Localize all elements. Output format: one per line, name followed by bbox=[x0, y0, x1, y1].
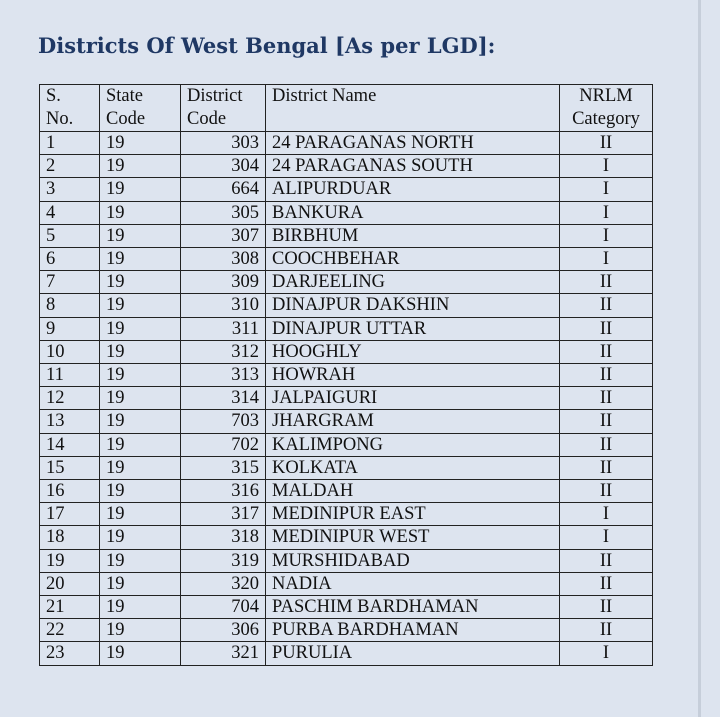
cell-nrlm-category: II bbox=[560, 132, 653, 155]
cell-sno: 8 bbox=[40, 294, 100, 317]
table-header-row bbox=[40, 85, 653, 132]
cell-nrlm-category: II bbox=[560, 340, 653, 363]
cell-nrlm-category: II bbox=[560, 317, 653, 340]
table-row bbox=[40, 526, 653, 549]
table-row bbox=[40, 178, 653, 201]
table-row bbox=[40, 317, 653, 340]
table-row bbox=[40, 248, 653, 271]
cell-nrlm-category: I bbox=[560, 526, 653, 549]
cell-district-name: MEDINIPUR EAST bbox=[266, 503, 560, 526]
header-nrlm-category: NRLM Category bbox=[560, 85, 653, 132]
cell-state-code: 19 bbox=[100, 387, 181, 410]
cell-district-name: KALIMPONG bbox=[266, 433, 560, 456]
cell-district-code: 303 bbox=[181, 132, 266, 155]
cell-nrlm-category: II bbox=[560, 456, 653, 479]
table-row bbox=[40, 572, 653, 595]
cell-state-code: 19 bbox=[100, 294, 181, 317]
cell-district-name: JALPAIGURI bbox=[266, 387, 560, 410]
cell-district-code: 664 bbox=[181, 178, 266, 201]
cell-district-name: NADIA bbox=[266, 572, 560, 595]
cell-district-name: HOOGHLY bbox=[266, 340, 560, 363]
cell-sno: 22 bbox=[40, 619, 100, 642]
cell-district-code: 306 bbox=[181, 619, 266, 642]
cell-district-code: 319 bbox=[181, 549, 266, 572]
cell-nrlm-category: II bbox=[560, 294, 653, 317]
cell-district-name: PURULIA bbox=[266, 642, 560, 665]
cell-district-code: 320 bbox=[181, 572, 266, 595]
cell-state-code: 19 bbox=[100, 480, 181, 503]
cell-sno: 7 bbox=[40, 271, 100, 294]
cell-state-code: 19 bbox=[100, 155, 181, 178]
table-row bbox=[40, 340, 653, 363]
cell-district-code: 313 bbox=[181, 364, 266, 387]
cell-district-name: PASCHIM BARDHAMAN bbox=[266, 596, 560, 619]
cell-sno: 12 bbox=[40, 387, 100, 410]
cell-district-name: DINAJPUR UTTAR bbox=[266, 317, 560, 340]
districts-table bbox=[39, 84, 653, 666]
cell-nrlm-category: II bbox=[560, 433, 653, 456]
cell-nrlm-category: II bbox=[560, 387, 653, 410]
cell-district-name: JHARGRAM bbox=[266, 410, 560, 433]
cell-state-code: 19 bbox=[100, 271, 181, 294]
cell-district-name: 24 PARAGANAS SOUTH bbox=[266, 155, 560, 178]
cell-state-code: 19 bbox=[100, 178, 181, 201]
cell-district-code: 307 bbox=[181, 224, 266, 247]
cell-district-name: BIRBHUM bbox=[266, 224, 560, 247]
cell-sno: 18 bbox=[40, 526, 100, 549]
table-row bbox=[40, 456, 653, 479]
cell-district-name: MEDINIPUR WEST bbox=[266, 526, 560, 549]
cell-district-name: DARJEELING bbox=[266, 271, 560, 294]
cell-sno: 10 bbox=[40, 340, 100, 363]
header-sno: S. No. bbox=[40, 85, 100, 132]
cell-sno: 15 bbox=[40, 456, 100, 479]
table-row bbox=[40, 410, 653, 433]
cell-nrlm-category: I bbox=[560, 503, 653, 526]
cell-sno: 9 bbox=[40, 317, 100, 340]
cell-district-code: 314 bbox=[181, 387, 266, 410]
cell-district-code: 309 bbox=[181, 271, 266, 294]
cell-state-code: 19 bbox=[100, 596, 181, 619]
cell-district-code: 317 bbox=[181, 503, 266, 526]
table-row bbox=[40, 596, 653, 619]
cell-district-code: 321 bbox=[181, 642, 266, 665]
cell-district-name: 24 PARAGANAS NORTH bbox=[266, 132, 560, 155]
cell-state-code: 19 bbox=[100, 340, 181, 363]
cell-district-code: 318 bbox=[181, 526, 266, 549]
cell-nrlm-category: I bbox=[560, 201, 653, 224]
cell-sno: 14 bbox=[40, 433, 100, 456]
table-row bbox=[40, 480, 653, 503]
cell-district-name: MURSHIDABAD bbox=[266, 549, 560, 572]
cell-sno: 5 bbox=[40, 224, 100, 247]
cell-state-code: 19 bbox=[100, 248, 181, 271]
cell-sno: 3 bbox=[40, 178, 100, 201]
cell-district-name: BANKURA bbox=[266, 201, 560, 224]
cell-sno: 23 bbox=[40, 642, 100, 665]
cell-state-code: 19 bbox=[100, 549, 181, 572]
cell-district-code: 315 bbox=[181, 456, 266, 479]
cell-nrlm-category: I bbox=[560, 248, 653, 271]
cell-nrlm-category: II bbox=[560, 549, 653, 572]
cell-district-code: 704 bbox=[181, 596, 266, 619]
cell-sno: 17 bbox=[40, 503, 100, 526]
cell-nrlm-category: I bbox=[560, 224, 653, 247]
table-row bbox=[40, 433, 653, 456]
cell-state-code: 19 bbox=[100, 503, 181, 526]
cell-nrlm-category: II bbox=[560, 572, 653, 595]
table-row bbox=[40, 271, 653, 294]
cell-nrlm-category: I bbox=[560, 642, 653, 665]
cell-district-name: HOWRAH bbox=[266, 364, 560, 387]
cell-nrlm-category: I bbox=[560, 155, 653, 178]
cell-district-code: 304 bbox=[181, 155, 266, 178]
table-row bbox=[40, 294, 653, 317]
cell-state-code: 19 bbox=[100, 572, 181, 595]
table-row bbox=[40, 132, 653, 155]
cell-state-code: 19 bbox=[100, 433, 181, 456]
cell-district-name: KOLKATA bbox=[266, 456, 560, 479]
page-title: Districts Of West Bengal [As per LGD]: bbox=[38, 33, 496, 58]
cell-sno: 1 bbox=[40, 132, 100, 155]
cell-district-name: MALDAH bbox=[266, 480, 560, 503]
cell-state-code: 19 bbox=[100, 642, 181, 665]
cell-nrlm-category: II bbox=[560, 596, 653, 619]
cell-sno: 21 bbox=[40, 596, 100, 619]
cell-district-code: 703 bbox=[181, 410, 266, 433]
header-district-code: District Code bbox=[181, 85, 266, 132]
table-row bbox=[40, 619, 653, 642]
cell-state-code: 19 bbox=[100, 410, 181, 433]
table-row bbox=[40, 364, 653, 387]
cell-state-code: 19 bbox=[100, 317, 181, 340]
cell-sno: 16 bbox=[40, 480, 100, 503]
cell-nrlm-category: II bbox=[560, 480, 653, 503]
cell-nrlm-category: II bbox=[560, 364, 653, 387]
table-row bbox=[40, 201, 653, 224]
header-state-code: State Code bbox=[100, 85, 181, 132]
cell-district-name: PURBA BARDHAMAN bbox=[266, 619, 560, 642]
table-row bbox=[40, 155, 653, 178]
cell-nrlm-category: II bbox=[560, 619, 653, 642]
cell-district-code: 310 bbox=[181, 294, 266, 317]
table-row bbox=[40, 549, 653, 572]
cell-state-code: 19 bbox=[100, 132, 181, 155]
cell-sno: 6 bbox=[40, 248, 100, 271]
cell-district-code: 308 bbox=[181, 248, 266, 271]
cell-state-code: 19 bbox=[100, 224, 181, 247]
cell-district-code: 305 bbox=[181, 201, 266, 224]
cell-district-name: DINAJPUR DAKSHIN bbox=[266, 294, 560, 317]
cell-state-code: 19 bbox=[100, 364, 181, 387]
cell-sno: 19 bbox=[40, 549, 100, 572]
cell-nrlm-category: II bbox=[560, 410, 653, 433]
cell-state-code: 19 bbox=[100, 456, 181, 479]
cell-nrlm-category: I bbox=[560, 178, 653, 201]
cell-district-name: ALIPURDUAR bbox=[266, 178, 560, 201]
cell-district-name: COOCHBEHAR bbox=[266, 248, 560, 271]
cell-district-code: 702 bbox=[181, 433, 266, 456]
table-row bbox=[40, 503, 653, 526]
cell-sno: 11 bbox=[40, 364, 100, 387]
cell-sno: 4 bbox=[40, 201, 100, 224]
header-district-name: District Name bbox=[266, 85, 560, 132]
cell-state-code: 19 bbox=[100, 526, 181, 549]
cell-district-code: 311 bbox=[181, 317, 266, 340]
cell-sno: 13 bbox=[40, 410, 100, 433]
cell-district-code: 312 bbox=[181, 340, 266, 363]
table-row bbox=[40, 642, 653, 665]
cell-sno: 2 bbox=[40, 155, 100, 178]
table-row bbox=[40, 224, 653, 247]
cell-state-code: 19 bbox=[100, 201, 181, 224]
cell-nrlm-category: II bbox=[560, 271, 653, 294]
cell-district-code: 316 bbox=[181, 480, 266, 503]
table-row bbox=[40, 387, 653, 410]
cell-sno: 20 bbox=[40, 572, 100, 595]
cell-state-code: 19 bbox=[100, 619, 181, 642]
